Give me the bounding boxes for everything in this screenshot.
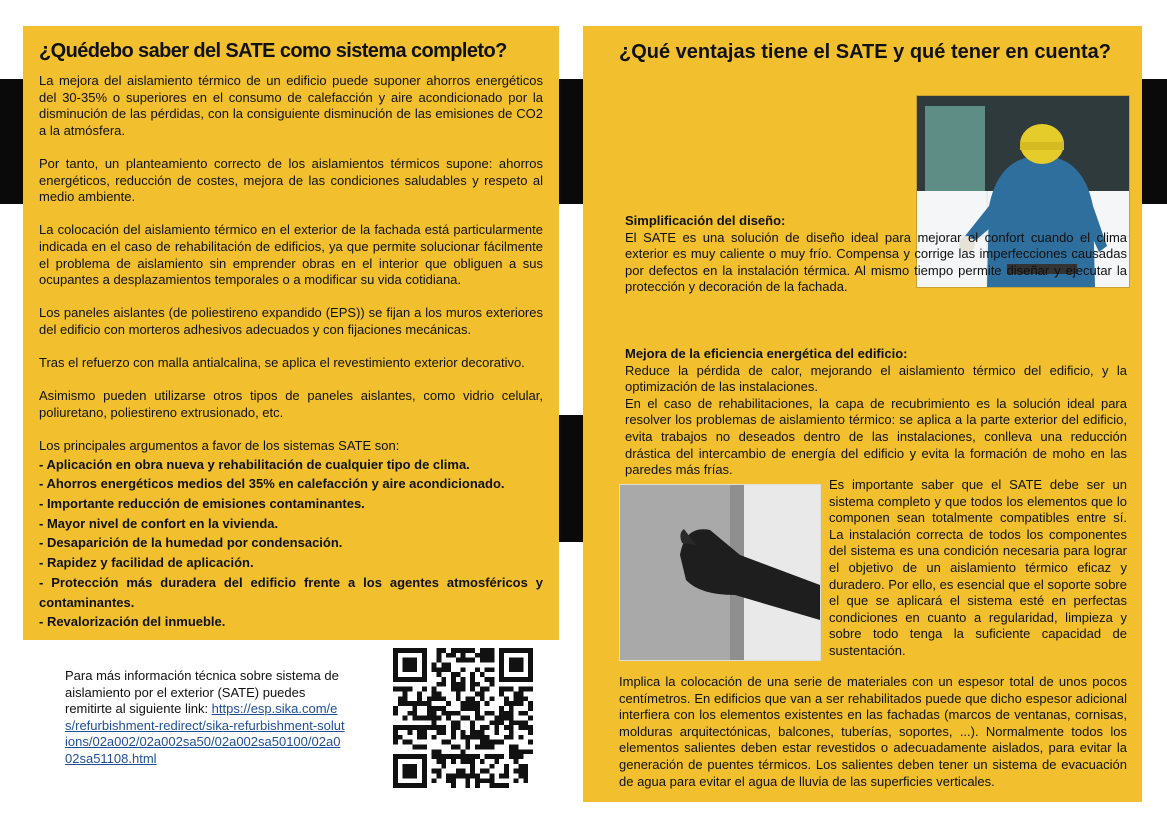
right-panel xyxy=(583,26,1142,802)
implica-text: Implica la colocación de una serie de materiales con un espesor total de unos pocos centímetros. En edificios que van a ser rehabilitados puede que dicho espesor adicional interfiera con los elementos existentes en las fachadas (marcos de ventanas, cornisas, molduras arquitectónicas, balcones, tuberías, soportes, ...). Normalmente todos los elementos salientes deben estar revestidos o adecuadamente aislados, para evitar la generación de puentes térmicos. Los salientes deben tener un sistema de evacuación de agua para evitar el agua de lluvia de las superficies verticales. xyxy=(619,674,1127,789)
mejora-heading: Mejora de la eficiencia energética del edificio: xyxy=(625,346,908,361)
left-paragraph: La mejora del aislamiento térmico de un edificio puede suponer ahorros energéticos del 30-35% o superiores en el consumo de calefacción y aire acondicionado por la disminución de las pérdidas, con la consiguiente disminución de las emisiones de CO2 a la atmósfera. xyxy=(39,73,543,138)
left-panel xyxy=(23,26,559,640)
importante-block xyxy=(829,477,1127,660)
mejora-block xyxy=(625,346,1127,479)
argument-item: - Rapidez y facilidad de aplicación. xyxy=(39,555,254,571)
argument-item: - Desaparición de la humedad por condensación. xyxy=(39,535,343,551)
left-paragraph: Tras el refuerzo con malla antialcalina, se aplica el revestimiento exterior decorativo. xyxy=(39,355,525,371)
argument-item: - Revalorización del inmueble. xyxy=(39,614,226,630)
importante-text: Es importante saber que el SATE debe ser un sistema completo y que todos los elementos que lo componen sean totalmente compatibles entre sí. La instalación correcta de todos los componentes del sistema es una condición necesaria para lograr el objetivo de un aislamiento térmico eficaz y duradero. Por ello, es esencial que el soporte sobre el que se aplicará el sistema esté en perfectas condiciones en cuanto a regularidad, limpieza y sobre todo tenga la suficiente capacidad de sustentación. xyxy=(829,477,1127,658)
left-paragraph: La colocación del aislamiento térmico en el exterior de la fachada está particularmente indicada en el caso de rehabilitación de edificios, ya que permite solucionar fácilmente el problema de aislamiento sin emprender obras en el interior que obliguen a sus ocupantes a desplazamientos temporales o a modificar su vida cotidiana. xyxy=(39,222,543,288)
arguments-intro: Los principales argumentos a favor de los sistemas SATE son: xyxy=(39,438,400,454)
mejora-text-1: Reduce la pérdida de calor, mejorando el aislamiento térmico del edificio, y la optimización de las instalaciones. xyxy=(625,362,1127,395)
implica-block xyxy=(619,674,1127,790)
simplificacion-text: El SATE es una solución de diseño ideal para mejorar el confort cuando el clima exterior es muy caliente o muy frío. Compensa y corrige las imperfecciones causadas por defectos en la instalación térmica. Al mismo tiempo permite diseñar y ejecutar la protección y decoración de la fachada. xyxy=(625,229,1127,295)
glove-photo xyxy=(619,484,821,661)
sika-link[interactable]: https://esp.sika.com/es/refurbishment-redirect/sika-refurbishment-solutions/02a002/02a002sa50/02a002sa50100/02a002sa51108.html xyxy=(65,701,345,766)
left-title: ¿Quédebo saber del SATE como sistema completo? xyxy=(39,40,507,62)
argument-item: - Protección más duradera del edificio frente a los agentes atmosféricos y contaminantes. xyxy=(39,574,543,610)
info-text xyxy=(65,668,345,767)
mejora-text-2: En el caso de rehabilitaciones, la capa de recubrimiento es la solución ideal para resolver los problemas de aislamiento térmico: se aplica a la parte exterior del edificio, evita trabajos no deseados dentro de las instalaciones, conlleva una reducción drástica del intercambio de energía del edificio y evita la formación de moho en las paredes más frías. xyxy=(625,395,1127,478)
arguments-list xyxy=(39,455,543,632)
qr-code[interactable] xyxy=(393,648,533,788)
simplificacion-block xyxy=(625,213,1127,296)
left-paragraph: Los paneles aislantes (de poliestireno expandido (EPS)) se fijan a los muros exteriores del edificio con morteros adhesivos adecuados y con fijaciones mecánicas. xyxy=(39,305,543,337)
argument-item: - Ahorros energéticos medios del 35% en calefacción y aire acondicionado. xyxy=(39,476,505,492)
argument-item: - Importante reducción de emisiones contaminantes. xyxy=(39,496,365,512)
intro-text: Para eliminar o reducir los puentes térmicos entre los diferentes materiales que componen los edificios, nuevos o existentes, es necesario implementar sistemas de aislamiento eficaces. xyxy=(619,126,907,208)
info-text-body: Para más información técnica sobre sistema de aislamiento por el exterior (SATE) puedes remitirte al siguiente link: xyxy=(65,668,339,716)
left-paragraph: Por tanto, un planteamiento correcto de los aislamientos térmicos supone: ahorros energéticos, reducción de costes, mejora de las condiciones saludables y respeto al medio ambiente. xyxy=(39,155,543,205)
argument-item: - Aplicación en obra nueva y rehabilitación de cualquier tipo de clima. xyxy=(39,456,470,472)
simplificacion-heading: Simplificación del diseño: xyxy=(625,213,786,228)
right-title: ¿Qué ventajas tiene el SATE y qué tener en cuenta? xyxy=(619,41,1111,63)
argument-item: - Mayor nivel de confort en la vivienda. xyxy=(39,515,279,531)
left-paragraph: Asimismo pueden utilizarse otros tipos de paneles aislantes, como vidrio celular, poliuretano, poliestireno extrusionado, etc. xyxy=(39,388,543,420)
